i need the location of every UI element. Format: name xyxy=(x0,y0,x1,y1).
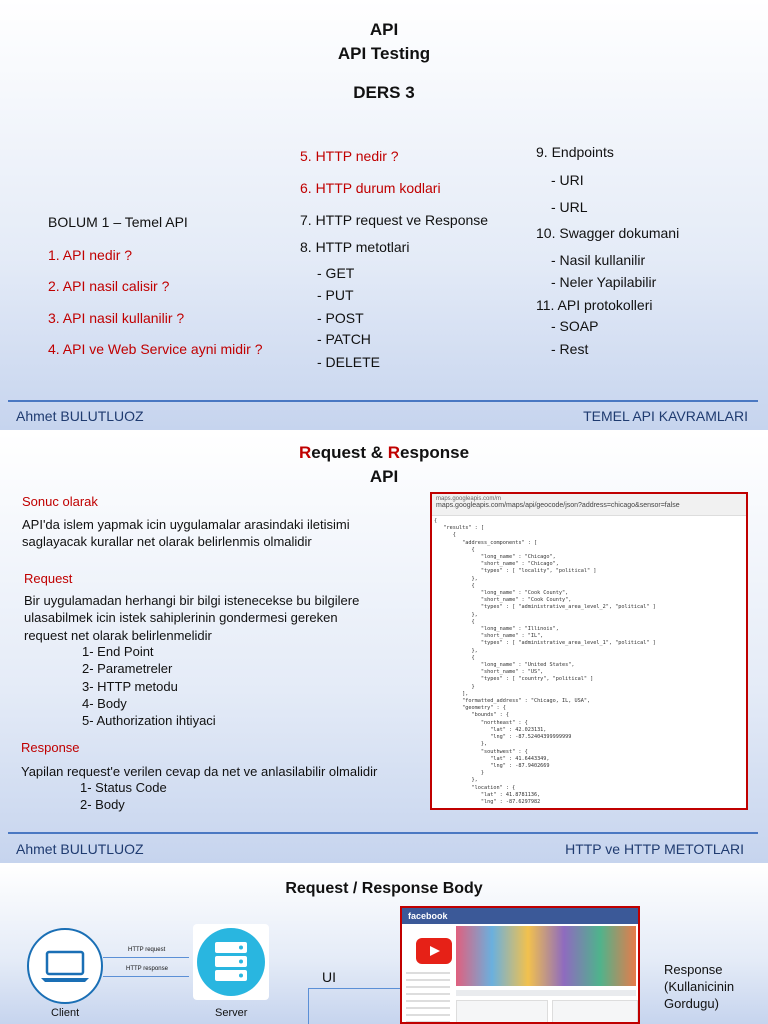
about-card xyxy=(552,1000,638,1024)
slide-title-ders: DERS 3 xyxy=(353,83,415,102)
list-item: - Rest xyxy=(551,341,589,357)
http-method-item: - POST xyxy=(317,310,364,326)
footer-author: Ahmet BULUTLUOZ xyxy=(16,408,144,424)
response-note-line: (Kullanicinin xyxy=(664,979,735,994)
list-item: 11. API protokolleri xyxy=(536,297,653,313)
list-item: 4- Body xyxy=(82,696,127,711)
list-item: - URL xyxy=(551,199,588,215)
response-arrow xyxy=(103,976,189,977)
list-item: 7. HTTP request ve Response xyxy=(300,212,489,228)
response-note-line: Response xyxy=(664,962,723,977)
slide-title-api-testing: API Testing xyxy=(337,44,431,63)
paragraph-line: request net olarak belirlenmelidir xyxy=(24,628,212,643)
slide-title-api: API xyxy=(369,467,399,486)
profile-tab-bar xyxy=(456,990,636,996)
footer-topic: HTTP ve HTTP METOTLARI xyxy=(565,841,744,857)
facebook-screenshot xyxy=(400,906,640,1024)
slide-title: Request / Response Body xyxy=(285,880,483,897)
client-circle xyxy=(27,928,103,1004)
footer-divider xyxy=(8,832,758,834)
server-label: Server xyxy=(215,1007,248,1019)
list-item: 8. HTTP metotlari xyxy=(300,239,410,255)
list-item: 2- Parametreler xyxy=(82,661,173,676)
ui-label: UI xyxy=(322,969,336,985)
list-item: 5. HTTP nedir ? xyxy=(300,148,399,164)
server-box xyxy=(193,924,269,1000)
response-note-line: Gordugu) xyxy=(664,996,719,1011)
http-method-item: - GET xyxy=(317,265,355,281)
paragraph-line: Bir uygulamadan herhangi bir bilgi istenecekse bu bilgilere xyxy=(24,593,360,608)
http-method-item: - DELETE xyxy=(317,354,381,370)
section-heading-request: Request xyxy=(24,571,73,586)
list-item: 5- Authorization ihtiyaci xyxy=(82,713,216,728)
request-arrow xyxy=(103,957,189,958)
list-item: 2. API nasil calisir ? xyxy=(48,278,170,294)
paragraph-line: API'da islem yapmak icin uygulamalar arasindaki iletisimi xyxy=(22,517,350,532)
client-label: Client xyxy=(51,1007,80,1019)
list-item: 10. Swagger dokumani xyxy=(536,225,680,241)
paragraph-line: Yapilan request'e verilen cevap da net ve anlasilabilir olmalidir xyxy=(21,764,378,779)
list-item: 6. HTTP durum kodlari xyxy=(300,180,441,196)
browser-url: maps.googleapis.com/maps/api/geocode/json?address=chicago&sensor=false xyxy=(436,502,680,509)
footer-author: Ahmet BULUTLUOZ xyxy=(16,841,144,857)
footer-topic: TEMEL API KAVRAMLARI xyxy=(583,408,748,424)
section-heading-response: Response xyxy=(21,740,80,755)
paragraph-line: ulasabilmek icin istek sahiplerinin gondermesi gereken xyxy=(24,610,338,625)
list-item: - URI xyxy=(551,172,584,188)
list-item: 3- HTTP metodu xyxy=(82,679,178,694)
cover-collage-image xyxy=(456,926,636,986)
laptop-icon xyxy=(29,930,101,1002)
json-response-text: { "results" : [ { "address_components" : [ { "long_name" : "Chicago", "short_name" : "Chicago", "types" : [ "locality", "political" ] }, { "long_name" : "Cook County", "short_name" : "Cook County", "types" : [ "administrative_area_level_2", "political" ] }, { "long_name" : "Illinois", "short_name" : "IL", "types" : [ "administrative_area_level_1", "political" ] }, { "long_name" : "United States", "short_name" : "US", "types" : [ "country", "political" ] } ], "formatted_address" : "Chicago, IL, USA", "geometry" : { "bounds" : { "northeast" : { "lat" : 42.023131, "lng" : -87.52404399999999 }, "southwest" : { "lat" : 41.6443349, "lng" : -87.9402669 } }, "location" : { "lat" : 41.8781136, "lng" : -87.6297982 xyxy=(434,518,656,805)
slide-title-api: API xyxy=(369,20,399,39)
browser-tab: maps.googleapis.com/m xyxy=(436,496,502,502)
slide-request-response xyxy=(0,433,768,863)
ui-arrow xyxy=(308,988,400,989)
list-item: 1- End Point xyxy=(82,644,154,659)
http-method-item: - PUT xyxy=(317,287,354,303)
list-item: - Nasil kullanilir xyxy=(551,252,646,268)
list-item: - SOAP xyxy=(551,318,599,334)
list-item: 9. Endpoints xyxy=(536,144,614,160)
col1-heading: BOLUM 1 – Temel API xyxy=(48,214,188,230)
paragraph-line: saglayacak kurallar net olarak belirlenmis olmalidir xyxy=(22,534,312,549)
sidebar-menu xyxy=(406,972,450,1022)
slide-request-response-body xyxy=(0,866,768,1024)
section-heading-sonuc: Sonuc olarak xyxy=(22,494,98,509)
server-icon xyxy=(193,924,269,1000)
slide-api-testing xyxy=(0,0,768,430)
list-item: 4. API ve Web Service ayni midir ? xyxy=(48,341,263,357)
post-card xyxy=(456,1000,548,1024)
http-request-label: HTTP request xyxy=(128,947,166,953)
list-item: 1. API nedir ? xyxy=(48,247,133,263)
youtube-logo-icon xyxy=(416,938,452,964)
list-item: 2- Body xyxy=(80,797,125,812)
http-method-item: - PATCH xyxy=(317,331,371,347)
slide-title-request-response: Request & Response xyxy=(298,443,470,462)
facebook-logo: facebook xyxy=(402,908,638,924)
browser-address-bar xyxy=(432,494,746,516)
json-screenshot xyxy=(430,492,748,810)
footer-divider xyxy=(8,400,758,402)
ui-arrow-stem xyxy=(308,988,309,1024)
list-item: - Neler Yapilabilir xyxy=(551,274,657,290)
list-item: 3. API nasil kullanilir ? xyxy=(48,310,185,326)
http-response-label: HTTP response xyxy=(126,966,168,972)
list-item: 1- Status Code xyxy=(80,780,167,795)
